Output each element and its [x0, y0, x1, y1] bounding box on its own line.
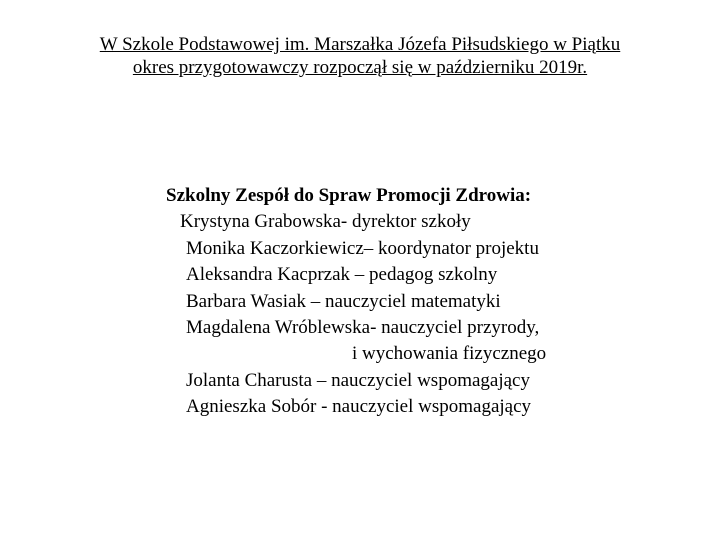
- team-member: Krystyna Grabowska- dyrektor szkoły: [180, 211, 471, 232]
- header-line-2: okres przygotowawczy rozpoczął się w październiku 2019r.: [132, 57, 588, 78]
- team-title: Szkolny Zespół do Spraw Promocji Zdrowia:: [166, 185, 532, 206]
- document-header: [0, 33, 720, 79]
- team-member: Magdalena Wróblewska- nauczyciel przyrody,: [186, 317, 540, 338]
- team-member-continuation: i wychowania fizycznego: [352, 343, 547, 364]
- team-member: Jolanta Charusta – nauczyciel wspomagający: [186, 370, 530, 391]
- header-line-1: W Szkole Podstawowej im. Marszałka Józefa Piłsudskiego w Piątku: [99, 34, 621, 55]
- team-member: Monika Kaczorkiewicz– koordynator projektu: [186, 238, 539, 259]
- team-member: Agnieszka Sobór - nauczyciel wspomagający: [186, 396, 532, 417]
- team-member: Barbara Wasiak – nauczyciel matematyki: [186, 291, 501, 312]
- team-member: Aleksandra Kacprzak – pedagog szkolny: [186, 264, 498, 285]
